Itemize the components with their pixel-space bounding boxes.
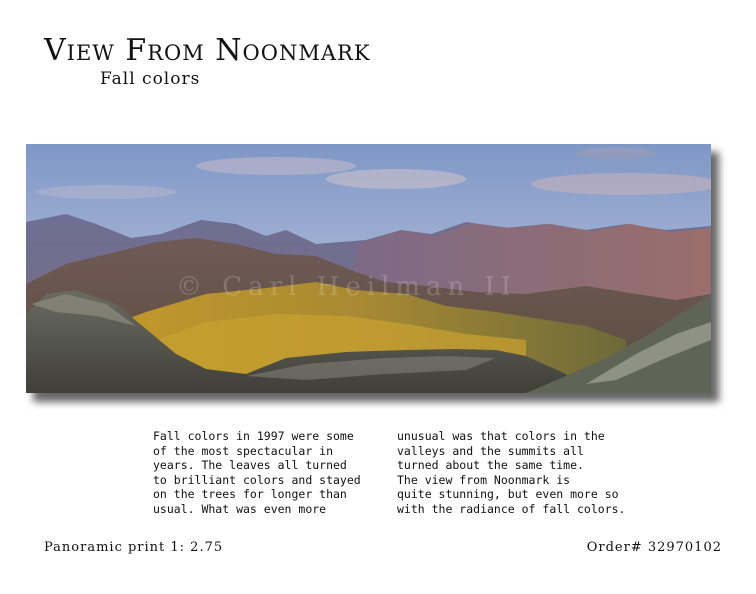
panorama-photo <box>26 144 711 393</box>
description-column-2: unusual was that colors in the valleys and the summits all turned about the same time. The view from Noonmark is quite stunning, but even more so with the radiance of fall colors. <box>397 429 626 516</box>
order-number-label: Order# 32970102 <box>586 540 722 555</box>
description-column-1: Fall colors in 1997 were some of the most spectacular in years. The leaves all turned to brilliant colors and stayed on the trees for longer than usual. What was even more <box>153 429 361 516</box>
page-subtitle: Fall colors <box>100 69 201 89</box>
page-title: View From Noonmark <box>44 33 371 68</box>
panorama-illustration <box>26 144 711 393</box>
photo-watermark: © Carl Heilman II <box>176 272 518 302</box>
print-ratio-label: Panoramic print 1: 2.75 <box>44 540 224 555</box>
